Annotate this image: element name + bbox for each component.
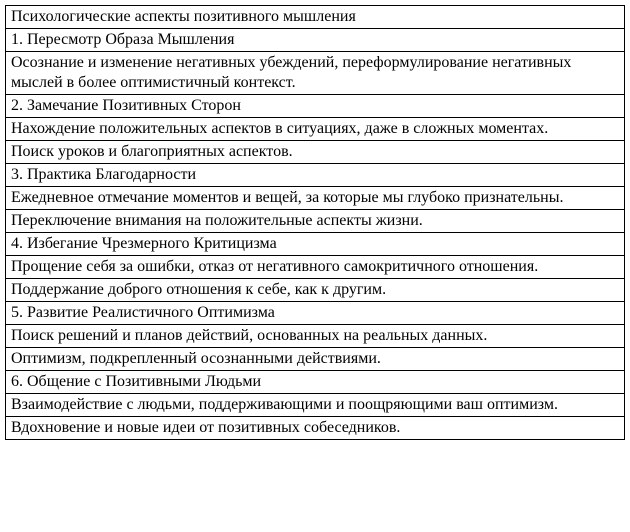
table-cell: Осознание и изменение негативных убеждений, переформулирование негативных мыслей в более оптимистичный контекст. [6, 52, 625, 95]
table-cell: Нахождение положительных аспектов в ситуациях, даже в сложных моментах. [6, 118, 625, 141]
table-cell: Поиск уроков и благоприятных аспектов. [6, 141, 625, 164]
table-row [6, 348, 625, 371]
table-cell: Взаимодействие с людьми, поддерживающими и поощряющими ваш оптимизм. [6, 394, 625, 417]
table-row [6, 325, 625, 348]
table-row [6, 118, 625, 141]
table-cell: Вдохновение и новые идеи от позитивных собеседников. [6, 417, 625, 440]
table-row [6, 302, 625, 325]
section-heading-cell: 3. Практика Благодарности [6, 164, 625, 187]
table-title-cell: Психологические аспекты позитивного мышления [6, 6, 625, 29]
table-row [6, 417, 625, 440]
section-heading-cell: 6. Общение с Позитивными Людьми [6, 371, 625, 394]
table-row [6, 95, 625, 118]
table-cell: Прощение себя за ошибки, отказ от негативного самокритичного отношения. [6, 256, 625, 279]
section-heading-cell: 2. Замечание Позитивных Сторон [6, 95, 625, 118]
table-row [6, 52, 625, 95]
table-cell: Поиск решений и планов действий, основанных на реальных данных. [6, 325, 625, 348]
table-cell: Оптимизм, подкрепленный осознанными действиями. [6, 348, 625, 371]
content-table [5, 5, 625, 440]
table-cell: Ежедневное отмечание моментов и вещей, за которые мы глубоко признательны. [6, 187, 625, 210]
table-row [6, 6, 625, 29]
table-row [6, 29, 625, 52]
table-row [6, 371, 625, 394]
section-heading-cell: 5. Развитие Реалистичного Оптимизма [6, 302, 625, 325]
table-row [6, 279, 625, 302]
section-heading-cell: 1. Пересмотр Образа Мышления [6, 29, 625, 52]
table-row [6, 233, 625, 256]
table-row [6, 394, 625, 417]
table-row [6, 164, 625, 187]
table-row [6, 187, 625, 210]
table-cell: Поддержание доброго отношения к себе, как к другим. [6, 279, 625, 302]
table-cell: Переключение внимания на положительные аспекты жизни. [6, 210, 625, 233]
table-row [6, 141, 625, 164]
table-row [6, 210, 625, 233]
table-row [6, 256, 625, 279]
section-heading-cell: 4. Избегание Чрезмерного Критицизма [6, 233, 625, 256]
